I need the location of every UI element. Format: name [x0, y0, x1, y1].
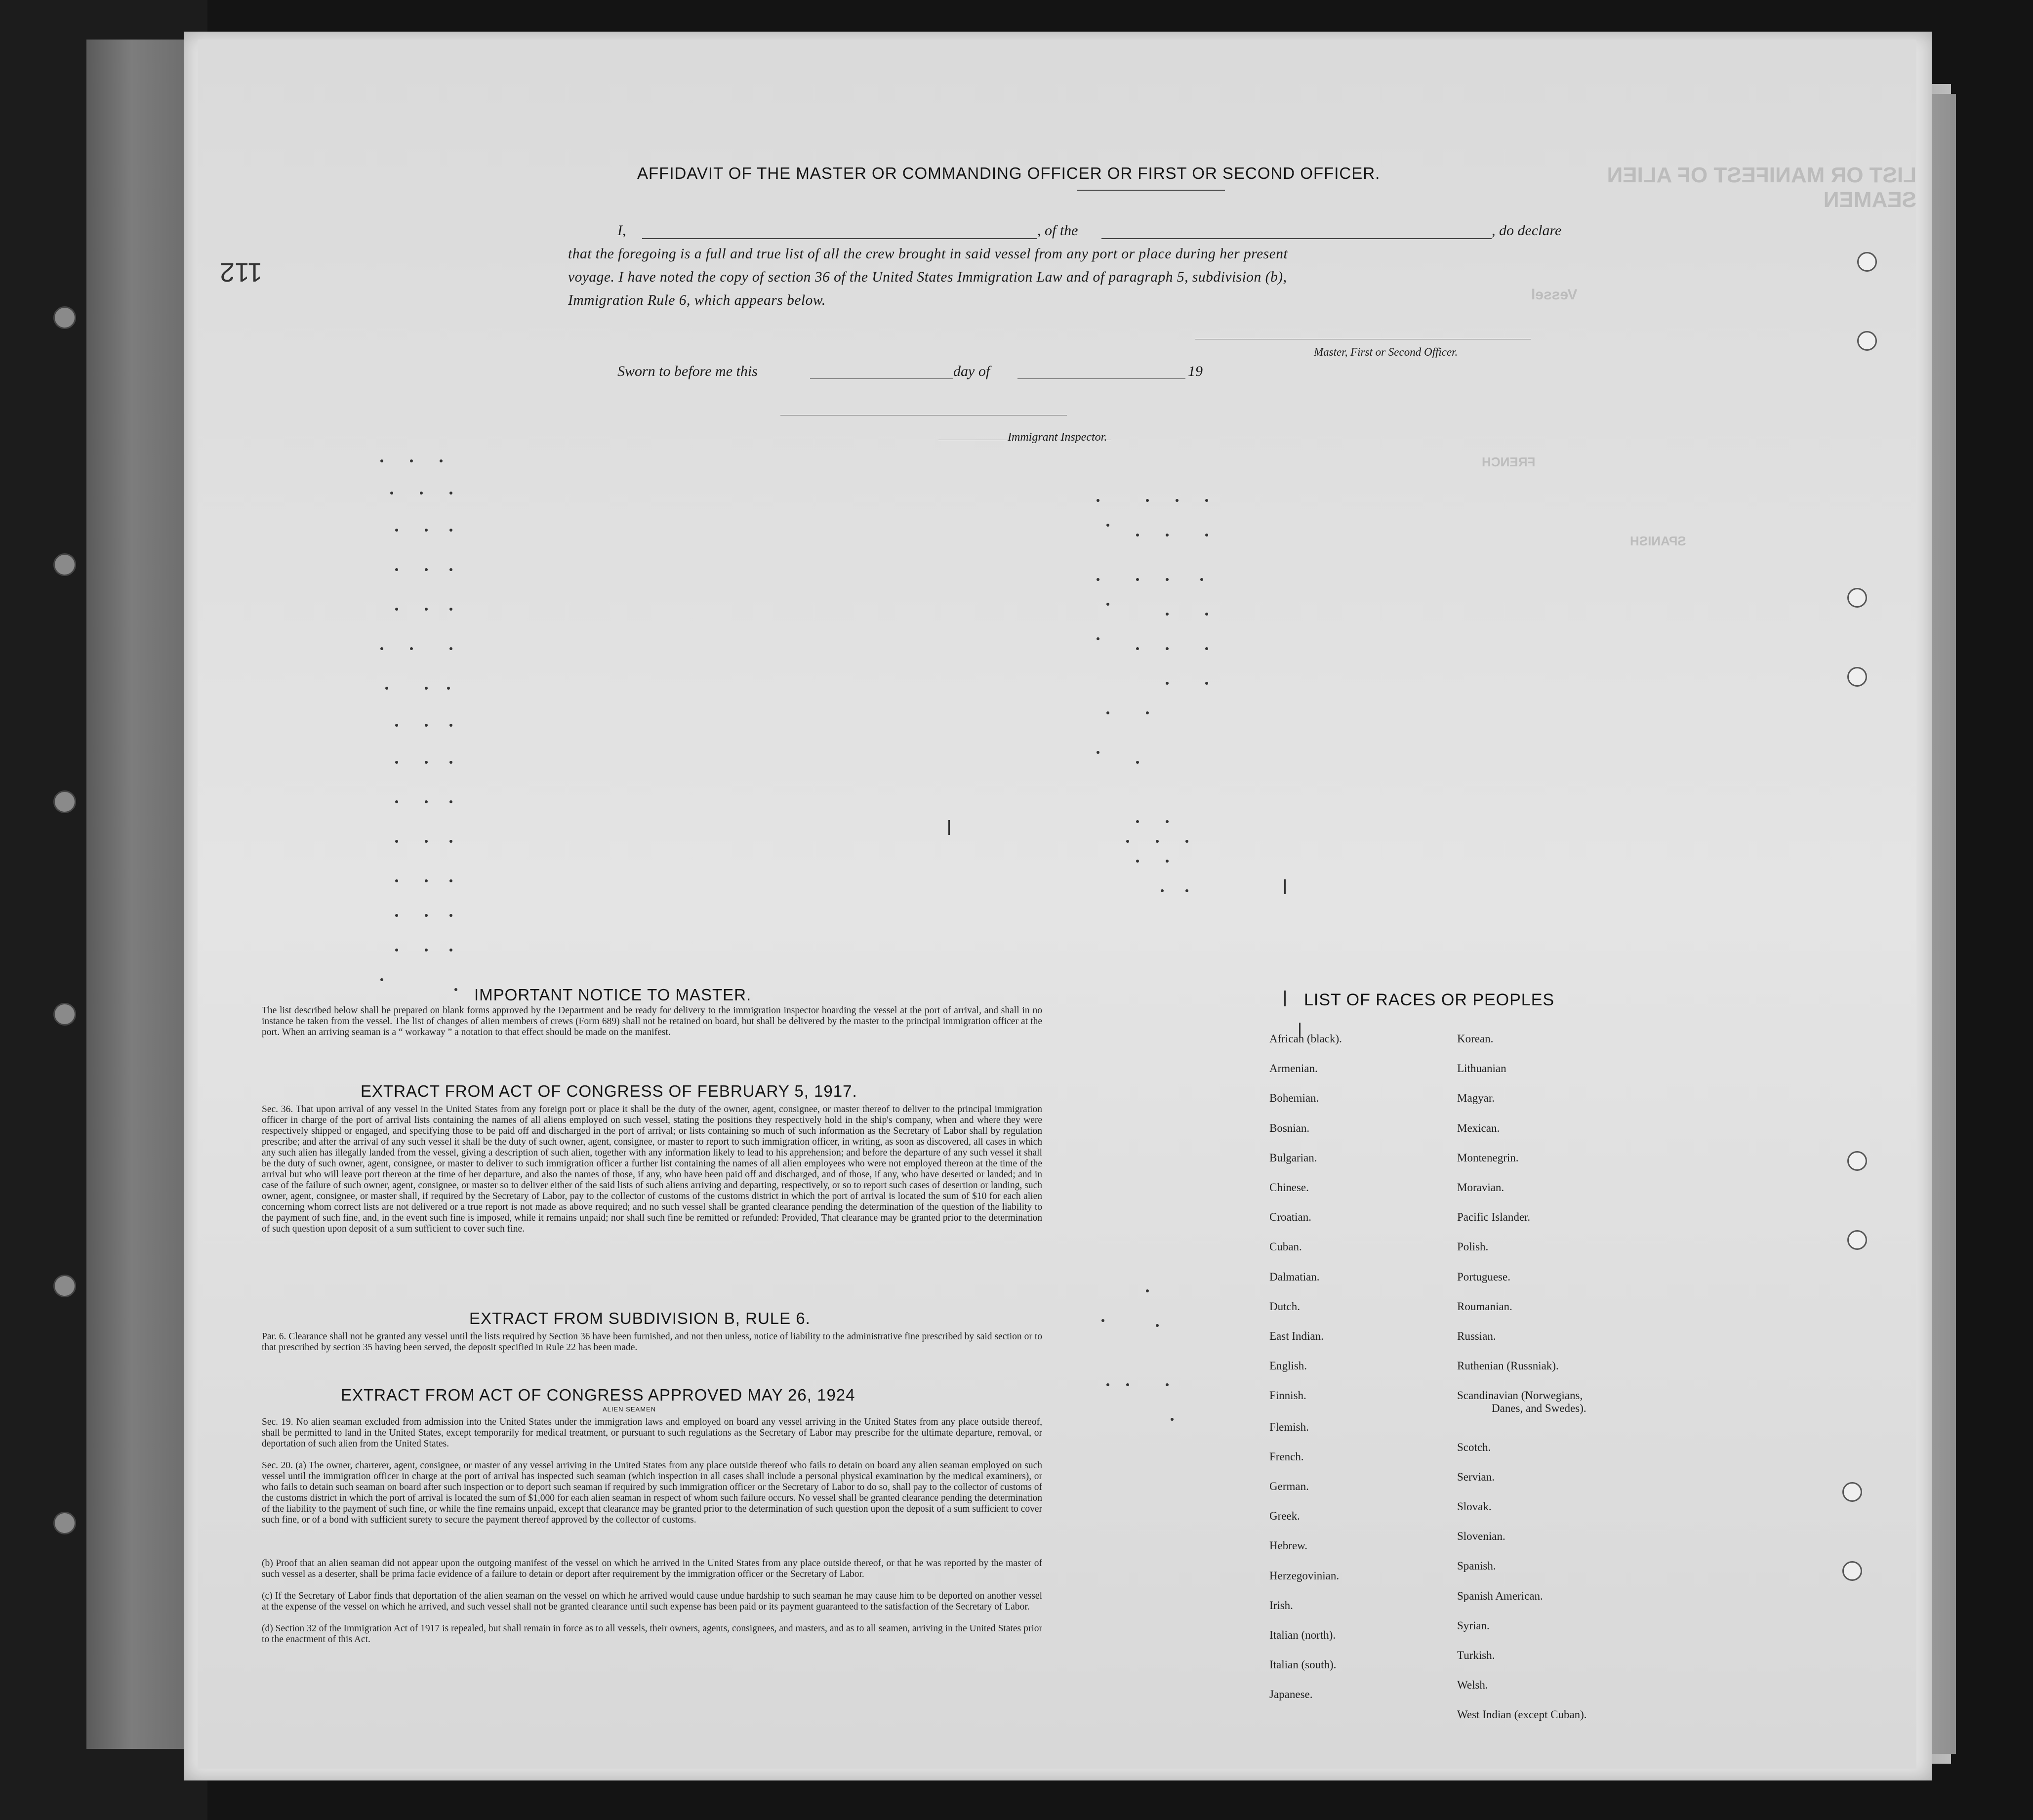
affidavit-line3: voyage. I have noted the copy of section 36 of the United States Immigration Law and of paragraph 5, subdivision (b),: [568, 269, 1287, 285]
race-item: Japanese.: [1269, 1688, 1313, 1701]
bleed-through-text: Vessel: [1531, 287, 1578, 303]
extract-1924-sec20c: (c) If the Secretary of Labor finds that deportation of the alien seaman on the vessel on which he arrived would cause undue hardship to such seaman he may cause him to be deported on another vessel at the expense of the vessel on which he arrived, and such vessel shall not be granted clearance until such expense has been paid or its payment guaranteed to the satisfaction of the Secretary of Labor.: [262, 1591, 1042, 1612]
race-item: Bosnian.: [1269, 1121, 1310, 1134]
race-item: African (black).: [1269, 1033, 1342, 1045]
subdivision-b-title: EXTRACT FROM SUBDIVISION B, RULE 6.: [469, 1309, 811, 1327]
extract-1924-sec20b: (b) Proof that an alien seaman did not appear upon the outgoing manifest of the vessel on which he arrived in the United States from any place outside thereof, or that he was reported by the master of such vessel as a deserter, shall be prima facie evidence of a failure to detain or deport after requirement by the immigration officer or the Secretary of Labor.: [262, 1558, 1042, 1579]
bleed-through-text: LIST OR MANIFEST OF ALIEN SEAMEN: [1607, 163, 1916, 212]
punch-hole: [1842, 1482, 1862, 1502]
vessel-name-field[interactable]: [1101, 238, 1492, 239]
race-item: Portuguese.: [1457, 1270, 1510, 1283]
affidavit-title: AFFIDAVIT OF THE MASTER OR COMMANDING OFFICER OR FIRST OR SECOND OFFICER.: [637, 164, 1381, 182]
punch-hole: [1847, 1230, 1867, 1250]
race-item: Bohemian.: [1269, 1092, 1319, 1105]
race-item: Scandinavian (Norwegians,: [1457, 1389, 1583, 1402]
notice-text: The list described below shall be prepared on blank forms approved by the Department and be ready for delivery to the immigration inspector boarding the vessel at the port of arrival, and shall in no instance be taken from the vessel. The list of changes of alien members of crews (Form 689) shall not be retained on board, but shall be delivered by the master to the principal immigration officer at the port. When an arriving seaman is a “ workaway ” a notation to that effect should be made on the manifest.: [262, 1005, 1042, 1037]
race-item: Italian (north).: [1269, 1629, 1336, 1641]
race-item: Roumanian.: [1457, 1300, 1512, 1313]
race-continuation: Danes, and Swedes).: [1492, 1402, 1586, 1414]
race-item: Armenian.: [1269, 1062, 1318, 1075]
binder-hole: [53, 1512, 76, 1534]
race-item: Spanish American.: [1457, 1589, 1543, 1602]
manifest-page: [198, 40, 1916, 1769]
race-item: Finnish.: [1269, 1389, 1306, 1402]
race-item: Cuban.: [1269, 1241, 1302, 1253]
punch-hole: [1857, 252, 1877, 272]
race-item: Ruthenian (Russniak).: [1457, 1360, 1559, 1372]
binder-hole: [53, 553, 76, 576]
binder-hole: [53, 790, 76, 813]
notice-title: IMPORTANT NOTICE TO MASTER.: [474, 986, 752, 1004]
affidavit-line1-of: , of the: [1037, 222, 1078, 239]
affidavit-line1-declare: , do declare: [1492, 222, 1562, 239]
race-item: Mexican.: [1457, 1121, 1500, 1134]
race-item: Flemish.: [1269, 1420, 1309, 1433]
sworn-month-field[interactable]: [1017, 378, 1185, 379]
sworn-day-field[interactable]: [810, 378, 953, 379]
race-item: Magyar.: [1457, 1092, 1495, 1105]
race-item: Syrian.: [1457, 1619, 1490, 1632]
extract-1917-text: Sec. 36. That upon arrival of any vessel in the United States from any foreign port or place it shall be the duty of the owner, agent, consignee, or master thereof to deliver to the principal immigration officer in charge of the port of arrival lists containing the names of all aliens employed on such vessel, stating the positions they respectively hold in the ship's company, when and where they were respectively shipped or engaged, and specifying those to be paid off and discharged in the port of arrival; or lists containing so much of such information as the Secretary of Labor shall by regulation prescribe; and after the arrival of any such vessel it shall be the duty of such owner, agent, consignee, or master to report to such immigration officer, in writing, as soon as discovered, all cases in which any such alien has illegally landed from the vessel, giving a description of such alien, together with any information likely to lead to his apprehension; and before the departure of any such vessel it shall be the duty of such owner, agent, consignee, or master to deliver to such immigration officer a further list containing the names of all alien employees who were not employed thereon at the time of the arrival but who will leave port thereon at the time of her departure, and also the names of those, if any, who have been paid off and discharged, and of those, if any, who have deserted or landed; and in case of the failure of such owner, agent, consignee, or master so to deliver either of the said lists of such aliens arriving and departing, respectively, or so to report such cases of desertion or landing, such owner, agent, consignee, or master shall, if required by the Secretary of Labor, pay to the collector of customs of the customs district in which the port of arrival is located the sum of $10 for each alien concerning whom correct lists are not delivered or a true report is not made as above required; and no such vessel shall be granted clearance pending the determination of the question of the liability to the payment of such fine, and, in the event such fine is imposed, while it remains unpaid; nor shall such fine be remitted or refunded: Provided, That clearance may be granted prior to the determination of such question upon deposit of a sum sufficient to cover such fine.: [262, 1104, 1042, 1234]
extract-1924-sec19: Sec. 19. No alien seaman excluded from admission into the United States under the immigration laws and employed on board any vessel arriving in the United States from any place outside thereof, shall be permitted to land in the United States, except temporarily for medical treatment, or pursuant to such regulations as the Secretary of Labor may prescribe for the ultimate departure, removal, or deportation of such alien from the United States.: [262, 1417, 1042, 1449]
affidavit-line4: Immigration Rule 6, which appears below.: [568, 292, 826, 308]
race-item: Italian (south).: [1269, 1658, 1337, 1671]
subdivision-b-text: Par. 6. Clearance shall not be granted any vessel until the lists required by Section 36 have been furnished, and not then unless, notice of liability to the administrative fine prescribed by said section or to that prescribed by section 35 having been served, the deposit specified in Rule 22 has been made.: [262, 1331, 1042, 1353]
race-item: Scotch.: [1457, 1441, 1491, 1453]
race-item: Bulgarian.: [1269, 1151, 1317, 1164]
punch-hole: [1847, 667, 1867, 687]
race-item: German.: [1269, 1480, 1309, 1492]
affidavit-line2: that the foregoing is a full and true list of all the crew brought in said vessel from any port or place during her present: [568, 246, 1288, 262]
binder-background: [0, 0, 207, 1820]
sworn-year: 19: [1188, 363, 1203, 379]
race-item: Greek.: [1269, 1510, 1300, 1523]
race-item: Hebrew.: [1269, 1539, 1308, 1552]
races-title: LIST OF RACES OR PEOPLES: [1304, 991, 1555, 1009]
race-item: Irish.: [1269, 1599, 1293, 1612]
extract-1924-title: EXTRACT FROM ACT OF CONGRESS APPROVED MAY 26, 1924: [341, 1386, 855, 1404]
binder-hole: [53, 1003, 76, 1026]
binder-hole: [53, 1275, 76, 1297]
race-item: Slovenian.: [1457, 1530, 1505, 1543]
race-item: West Indian (except Cuban).: [1457, 1708, 1587, 1721]
race-item: Lithuanian: [1457, 1062, 1506, 1075]
inspector-label: Immigrant Inspector.: [1008, 431, 1107, 444]
race-item: Russian.: [1457, 1330, 1496, 1342]
race-item: Korean.: [1457, 1033, 1494, 1045]
race-item: Pacific Islander.: [1457, 1211, 1531, 1224]
tick-mark: [1284, 991, 1286, 1006]
affidavit-line1-i: I,: [617, 222, 626, 239]
race-item: French.: [1269, 1450, 1304, 1463]
sworn-day-of: day of: [953, 363, 990, 379]
race-item: Polish.: [1457, 1241, 1489, 1253]
declarant-name-field[interactable]: [642, 238, 1037, 239]
race-item: Moravian.: [1457, 1181, 1504, 1194]
bleed-through-text: FRENCH: [1482, 455, 1536, 469]
sworn-prefix: Sworn to before me this: [617, 363, 758, 379]
race-item: Spanish.: [1457, 1560, 1496, 1572]
binder-strip: [86, 40, 200, 1749]
extract-1924-subtitle: ALIEN SEAMEN: [603, 1406, 656, 1413]
punch-hole: [1847, 1151, 1867, 1171]
binder-hole: [53, 306, 76, 329]
race-item: Dalmatian.: [1269, 1270, 1320, 1283]
title-underline: [1077, 190, 1225, 191]
race-item: Turkish.: [1457, 1649, 1495, 1661]
extract-1924-sec20a: Sec. 20. (a) The owner, charterer, agent, consignee, or master of any vessel arriving in the United States from any place outside thereof who fails to detain on board any alien seaman employed on such vessel until the immigration officer in charge at the port of arrival has inspected such seaman (which inspection in all cases shall include a personal physical examination by the medical examiners), or who fails to detain such seaman on board after such inspection or to deport such seaman if required by such immigration officer or the Secretary of Labor to do so, shall pay to the collector of customs of the customs district in which the port of arrival is located the sum of $1,000 for each alien seaman in respect of whom such failure occurs. No vessel shall be granted clearance pending the determination of the liability to the payment of such fine, or while the fine remains unpaid, except that clearance may be granted prior to the determination of such question upon the deposit of a sum sufficient to cover such fine, or of a bond with sufficient surety to secure the payment thereof approved by the collector of customs.: [262, 1460, 1042, 1525]
race-item: Croatian.: [1269, 1211, 1311, 1224]
race-item: Dutch.: [1269, 1300, 1300, 1313]
race-item: Chinese.: [1269, 1181, 1309, 1194]
margin-number: 112: [220, 257, 263, 287]
race-item: English.: [1269, 1360, 1307, 1372]
race-item: Montenegrin.: [1457, 1151, 1519, 1164]
punch-hole: [1842, 1561, 1862, 1581]
race-item: Herzegovinian.: [1269, 1569, 1340, 1582]
extract-1924-sec20d: (d) Section 32 of the Immigration Act of 1917 is repealed, but shall remain in force as to all vessels, their owners, agents, consignees, and masters, and as to all seamen, arriving in the United States prior to the enactment of this Act.: [262, 1623, 1042, 1645]
punch-hole: [1847, 588, 1867, 608]
bleed-through-text: SPANISH: [1630, 534, 1686, 548]
race-item: Slovak.: [1457, 1500, 1492, 1513]
extract-1917-title: EXTRACT FROM ACT OF CONGRESS OF FEBRUARY 5, 1917.: [361, 1082, 857, 1100]
race-item: East Indian.: [1269, 1330, 1324, 1342]
punch-hole: [1857, 331, 1877, 351]
race-item: Servian.: [1457, 1470, 1495, 1483]
master-signature-label: Master, First or Second Officer.: [1314, 346, 1458, 358]
race-item: Welsh.: [1457, 1679, 1488, 1692]
